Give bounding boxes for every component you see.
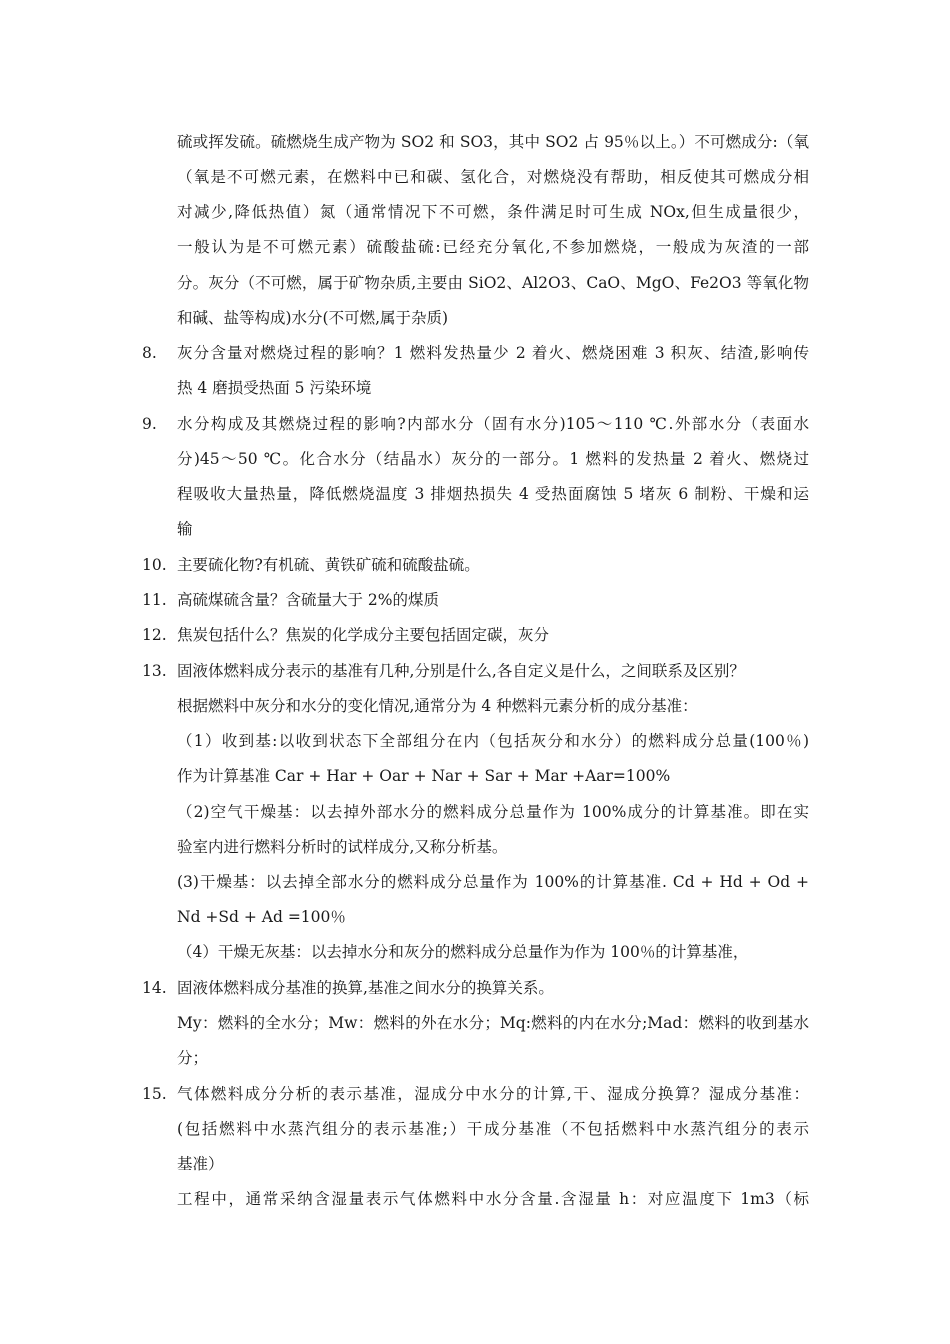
- text-line: 焦炭包括什么？焦炭的化学成分主要包括固定碳，灰分: [177, 626, 550, 644]
- text-line: 主要硫化物?有机硫、黄铁矿硫和硫酸盐硫。: [177, 556, 480, 574]
- text-line: 工程中，通常采纳含湿量表示气体燃料中水分含量.含湿量 h：对应温度下 1m3（标: [177, 1190, 809, 1208]
- text-line: Nd +Sd + Ad =100％: [177, 908, 346, 926]
- item-number: 15.: [142, 1085, 167, 1103]
- text-line: My：燃料的全水分；Mw：燃料的外在水分；Mq:燃料的内在水分;Mad：燃料的收到基水: [177, 1014, 809, 1032]
- item-number: 8.: [142, 344, 157, 362]
- text-line: 灰分含量对燃烧过程的影响？1 燃料发热量少 2 着火、燃烧困难 3 积灰、结渣,影响传: [177, 344, 809, 362]
- text-line: (3)干燥基：以去掉全部水分的燃料成分总量作为 100%的计算基准. Cd + Hd + Od +: [177, 873, 809, 891]
- text-line: 基准）: [177, 1155, 224, 1173]
- text-line: 验室内进行燃料分析时的试样成分,又称分析基。: [177, 838, 508, 856]
- text-line: 程吸收大量热量，降低燃烧温度 3 排烟热损失 4 受热面腐蚀 5 堵灰 6 制粉、干燥和运: [177, 485, 809, 503]
- item-number: 14.: [142, 979, 167, 997]
- text-line: 根据燃料中灰分和水分的变化情况,通常分为 4 种燃料元素分析的成分基准：: [177, 697, 698, 715]
- text-line: (包括燃料中水蒸汽组分的表示基准;）干成分基准（不包括燃料中水蒸汽组分的表示: [177, 1120, 809, 1138]
- text-line: （2)空气干燥基：以去掉外部水分的燃料成分总量作为 100%成分的计算基准。即在实: [177, 803, 809, 821]
- text-line: （1）收到基:以收到状态下全部组分在内（包括灰分和水分）的燃料成分总量(100％): [177, 732, 809, 750]
- item-number: 13.: [142, 662, 167, 680]
- text-line: 对减少,降低热值）氮（通常情况下不可燃，条件满足时可生成 NOx,但生成量很少，: [177, 203, 809, 221]
- item-number: 12.: [142, 626, 167, 644]
- text-line: 输: [177, 520, 193, 538]
- text-line: 固液体燃料成分基准的换算,基准之间水分的换算关系。: [177, 979, 554, 997]
- text-line: 硫或挥发硫。硫燃烧生成产物为 SO2 和 SO3，其中 SO2 占 95％以上。）不可燃成分:（氧: [177, 133, 809, 151]
- text-line: 和碱、盐等构成)水分(不可燃,属于杂质): [177, 309, 449, 327]
- item-number: 9.: [142, 415, 157, 433]
- item-number: 10.: [142, 556, 167, 574]
- text-line: （4）干燥无灰基：以去掉水分和灰分的燃料成分总量作为作为 100％的计算基准，: [177, 943, 749, 961]
- text-line: 分)45～50 ℃。化合水分（结晶水）灰分的一部分。1 燃料的发热量 2 着火、燃烧过: [177, 450, 809, 468]
- text-line: 固液体燃料成分表示的基准有几种,分别是什么,各自定义是什么，之间联系及区别？: [177, 662, 745, 680]
- text-line: 热 4 磨损受热面 5 污染环境: [177, 379, 372, 397]
- text-line: 一般认为是不可燃元素）硫酸盐硫:已经充分氧化,不参加燃烧，一般成为灰渣的一部: [177, 238, 809, 256]
- text-line: 水分构成及其燃烧过程的影响?内部水分（固有水分)105～110 ℃.外部水分（表面水: [177, 415, 809, 433]
- text-line: 分；: [177, 1049, 209, 1067]
- item-number: 11.: [142, 591, 167, 609]
- text-line: （氧是不可燃元素，在燃料中已和碳、氢化合，对燃烧没有帮助，相反使其可燃成分相: [177, 168, 809, 186]
- text-line: 作为计算基准 Car + Har + Oar + Nar + Sar + Mar +Aar=100%: [177, 767, 671, 785]
- text-line: 高硫煤硫含量？含硫量大于 2%的煤质: [177, 591, 440, 609]
- text-line: 气体燃料成分分析的表示基准，湿成分中水分的计算,干、湿成分换算？湿成分基准：: [177, 1085, 809, 1103]
- text-line: 分。灰分（不可燃，属于矿物杂质,主要由 SiO2、Al2O3、CaO、MgO、Fe2O3 等氧化物: [177, 274, 809, 292]
